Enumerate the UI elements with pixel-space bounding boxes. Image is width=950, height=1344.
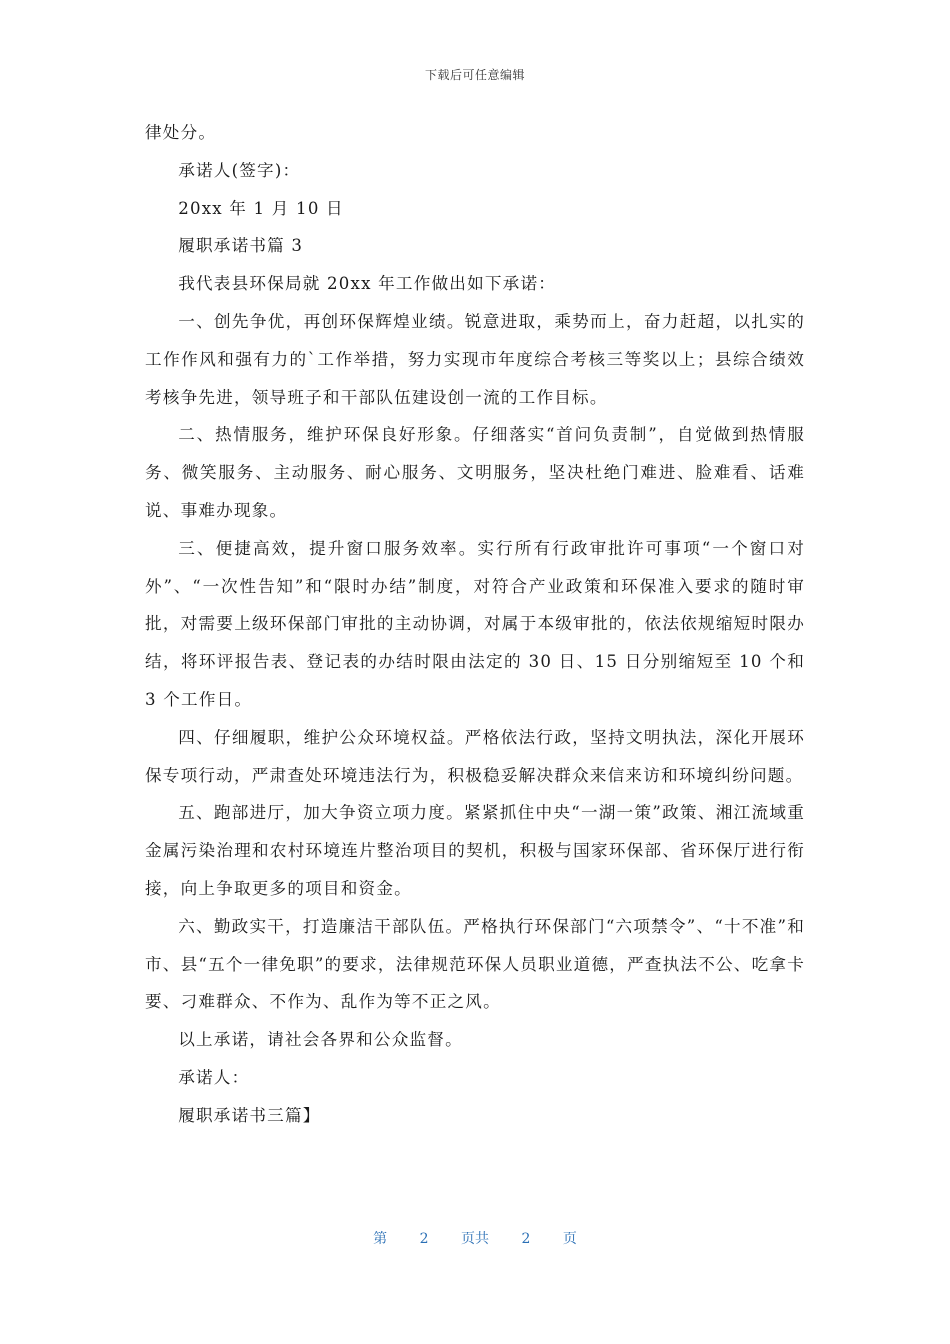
footer-total-pages: 2 [521, 1231, 531, 1247]
commitment-5: 五、跑部进厅，加大争资立项力度。紧紧抓住中央“一湖一策”政策、湘江流域重金属污染治理和农村环境连片整治项目的契机，积极与国家环保部、省环保厅进行衔接，向上争取更多的项目和资金。 [145, 803, 805, 898]
commitment-3: 三、便捷高效，提升窗口服务效率。实行所有行政审批许可事项“一个窗口对外”、“一次性告知”和“限时办结”制度，对符合产业政策和环保准入要求的随时审批，对需要上级环保部门审批的主动协调，对属于本级审批的，依法依规缩短时限办结，将环评报告表、登记表的办结时限由法定的 30 日、15 日分别缩短至 10 个和 3 个工作日。 [145, 538, 805, 709]
commitment-6: 六、勤政实干，打造廉洁干部队伍。严格执行环保部门“六项禁令”、“十不准”和市、县“五个一律免职”的要求，法律规范环保人员职业道德，严查执法不公、吃拿卡要、刁难群众、不作为、乱作为等不正之风。 [145, 916, 805, 1012]
footer-label-ye-gong: 页共 [461, 1231, 489, 1247]
closing-paragraph: 以上承诺，请社会各界和公众监督。 [178, 1030, 463, 1050]
commitment-1: 一、创先争优，再创环保辉煌业绩。锐意进取，乘势而上，奋力赶超，以扎实的工作作风和强有力的`工作举措，努力实现市年度综合考核三等奖以上；县综合绩效考核争先进，领导班子和干部队伍建设创一流的工作目标。 [145, 311, 805, 407]
signature-line: 承诺人(签字)： [178, 160, 301, 180]
commitment-4: 四、仔细履职，维护公众环境权益。严格依法行政，坚持文明执法，深化开展环保专项行动，严肃查处环境违法行为，积极稳妥解决群众来信来访和环境纠纷问题。 [145, 727, 805, 785]
footer-label-ye: 页 [562, 1231, 577, 1247]
section-title: 履职承诺书篇 3 [178, 236, 304, 256]
footer-label-di: 第 [373, 1231, 388, 1247]
page-footer [0, 1228, 950, 1248]
footer-current-page: 2 [419, 1231, 429, 1247]
ending-title: 履职承诺书三篇】 [178, 1105, 321, 1125]
paragraph-1: 律处分。 [145, 123, 217, 142]
page-header: 下载后可任意编辑 [424, 68, 525, 82]
date-line: 20xx 年 1 月 10 日 [178, 198, 344, 218]
promisor-line: 承诺人： [178, 1067, 250, 1087]
document-body [145, 114, 805, 1135]
intro-paragraph: 我代表县环保局就 20xx 年工作做出如下承诺： [178, 274, 557, 294]
commitment-2: 二、热情服务，维护环保良好形象。仔细落实“首问负责制”，自觉做到热情服务、微笑服务、主动服务、耐心服务、文明服务，坚决杜绝门难进、脸难看、话难说、事难办现象。 [145, 425, 805, 520]
